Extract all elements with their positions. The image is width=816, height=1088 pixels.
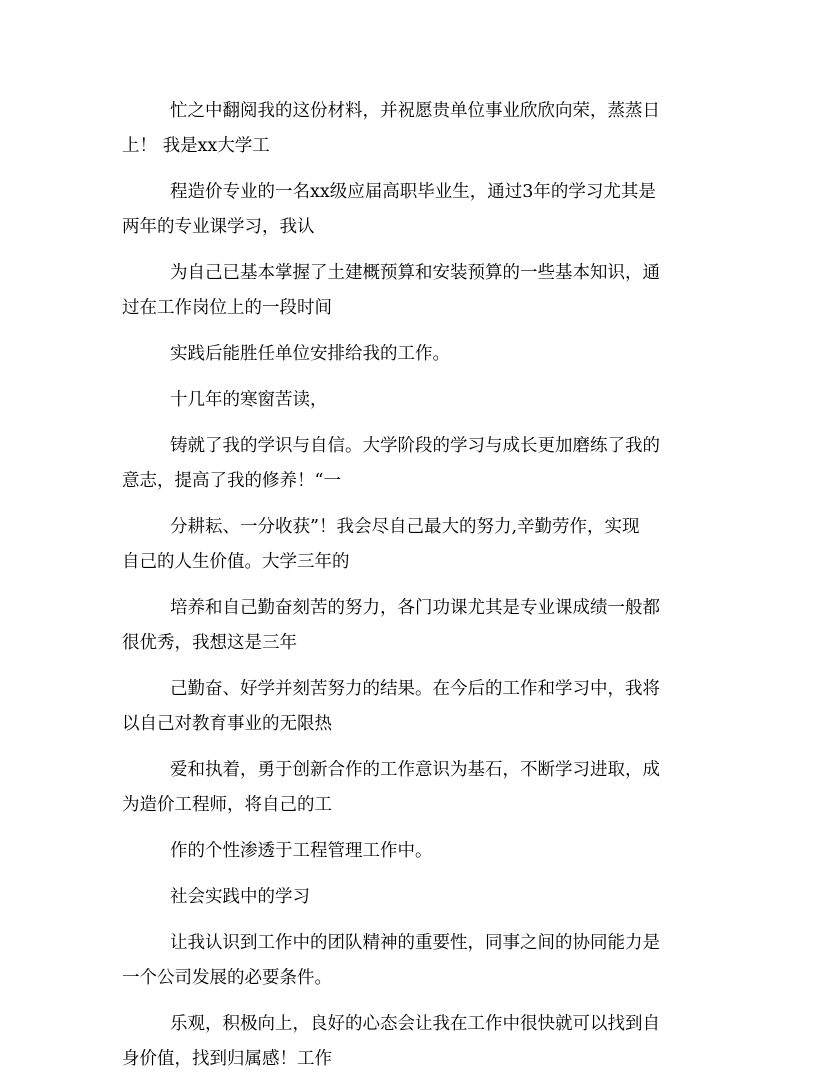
paragraph-line: 分耕耘、一分收获”！我会尽自己最大的努力,辛勤劳作，实现 (170, 517, 640, 537)
paragraph-1 (122, 94, 694, 164)
paragraph-line: 社会实践中的学习 (170, 887, 310, 907)
paragraph-12 (122, 880, 694, 915)
paragraph-line: 十几年的寒窗苦读， (170, 390, 328, 410)
paragraph-line: 爱和执着，勇于创新合作的工作意识为基石，不断学习进取，成 (170, 760, 660, 780)
paragraph-line: 为自己已基本掌握了土建概预算和安装预算的一些基本知识，通 (170, 263, 660, 283)
paragraph-line: 铸就了我的学识与自信。大学阶段的学习与成长更加磨练了我的 (170, 436, 660, 456)
paragraph-line: 上！ 我是xx大学工 (122, 136, 270, 156)
paragraph-line: 程造价专业的一名xx级应届高职毕业生，通过3年的学习尤其是 (170, 182, 656, 202)
paragraph-line: 以自己对教育事业的无限热 (122, 714, 332, 734)
paragraph-line: 身价值，找到归属感！工作 (122, 1049, 332, 1069)
paragraph-line: 为造价工程师，将自己的工 (122, 795, 332, 815)
paragraph-line: 乐观，积极向上，良好的心态会让我在工作中很快就可以找到自 (170, 1014, 660, 1034)
paragraph-11 (122, 834, 694, 869)
paragraph-7 (122, 510, 694, 580)
paragraph-4 (122, 337, 694, 372)
paragraph-3 (122, 256, 694, 326)
paragraph-6 (122, 429, 694, 499)
paragraph-line: 两年的专业课学习，我认 (122, 217, 315, 237)
paragraph-2 (122, 175, 694, 245)
paragraph-line: 忙之中翻阅我的这份材料，并祝愿贵单位事业欣欣向荣，蒸蒸日 (170, 101, 660, 121)
paragraph-line: 过在工作岗位上的一段时间 (122, 298, 332, 318)
paragraph-line: 一个公司发展的必要条件。 (122, 968, 332, 988)
paragraph-line: 自己的人生价值。大学三年的 (122, 552, 350, 572)
paragraph-14 (122, 1007, 694, 1077)
paragraph-5 (122, 383, 694, 418)
paragraph-line: 让我认识到工作中的团队精神的重要性，同事之间的协同能力是 (170, 933, 660, 953)
paragraph-line: 己勤奋、好学并刻苦努力的结果。在今后的工作和学习中，我将 (170, 679, 660, 699)
paragraph-line: 实践后能胜任单位安排给我的工作。 (170, 344, 450, 364)
paragraph-line: 很优秀，我想这是三年 (122, 633, 297, 653)
paragraph-line: 培养和自己勤奋刻苦的努力，各门功课尤其是专业课成绩一般都 (170, 598, 660, 618)
paragraph-9 (122, 672, 694, 742)
paragraph-line: 意志，提高了我的修养！“一 (122, 471, 341, 491)
paragraph-line: 作的个性渗透于工程管理工作中。 (170, 841, 433, 861)
document-body (122, 94, 694, 1088)
paragraph-8 (122, 591, 694, 661)
paragraph-13 (122, 926, 694, 996)
paragraph-10 (122, 753, 694, 823)
